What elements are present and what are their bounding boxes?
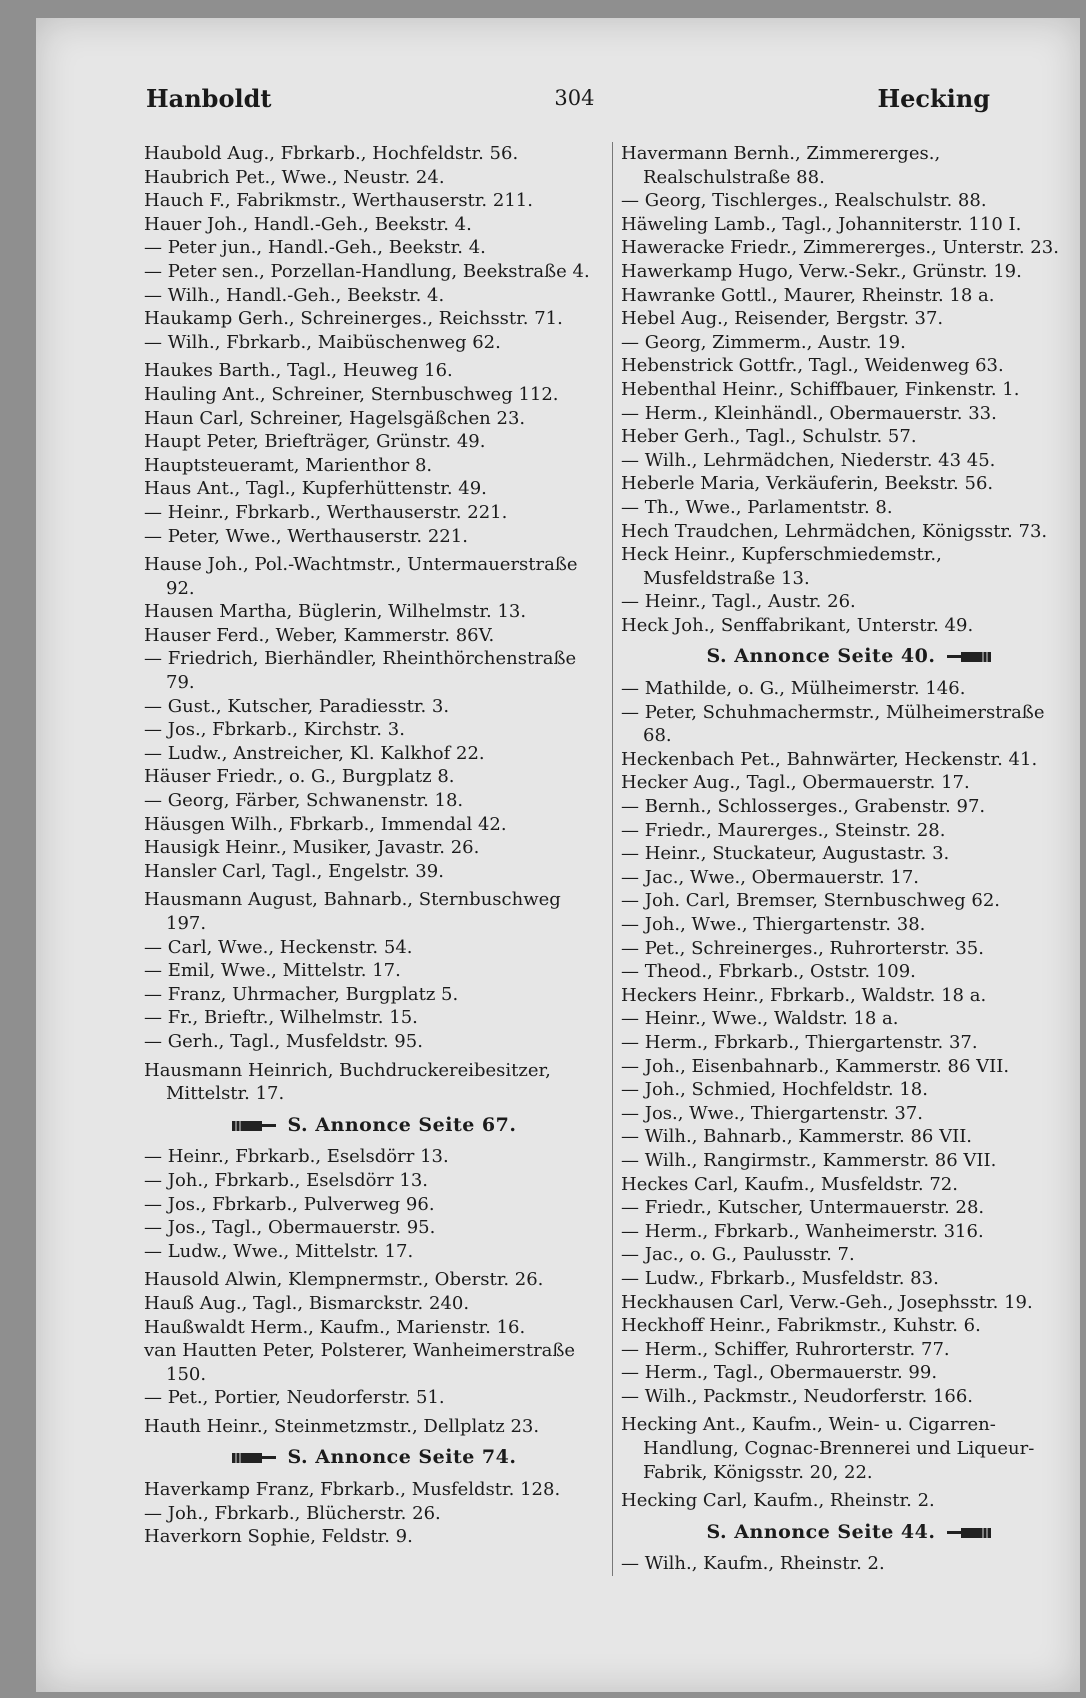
directory-entry: Heberle Maria, Verkäuferin, Beekstr. 56.: [621, 473, 994, 495]
directory-entry: — Jos., Fbrkarb., Pulverweg 96.: [144, 1193, 435, 1215]
directory-entry: Haubrich Pet., Wwe., Neustr. 24.: [144, 166, 445, 188]
directory-entry: — Wilh., Handl.-Geh., Beekstr. 4.: [144, 284, 445, 306]
directory-entry: — Emil, Wwe., Mittelstr. 17.: [144, 960, 401, 982]
directory-entry: Heckenbach Pet., Bahnwärter, Heckenstr. 41.: [621, 748, 1038, 770]
directory-entry: — Bernh., Schlosserges., Grabenstr. 97.: [621, 796, 986, 818]
directory-entry: — Jos., Wwe., Thiergartenstr. 37.: [621, 1102, 924, 1124]
directory-entry: Hauptsteueramt, Marienthor 8.: [144, 454, 433, 476]
directory-entry: Hebenstrick Gottfr., Tagl., Weidenweg 63.: [621, 355, 1004, 377]
directory-entry: — Heinr., Tagl., Austr. 26.: [621, 591, 856, 613]
directory-entry: — Friedr., Maurerges., Steinstr. 28.: [621, 819, 946, 841]
directory-entry: — Jos., Tagl., Obermauerstr. 95.: [144, 1217, 436, 1239]
directory-entry: Heckhausen Carl, Verw.-Geh., Josephsstr. 19.: [621, 1291, 1033, 1313]
header-right-keyword: Hecking: [877, 83, 990, 113]
directory-entry: — Gust., Kutscher, Paradiesstr. 3.: [144, 695, 450, 717]
directory-entry: — Heinr., Fbrkarb., Eselsdörr 13.: [144, 1146, 449, 1168]
directory-entry: Hauser Ferd., Weber, Kammerstr. 86V.: [144, 624, 495, 646]
annonce-reference: [621, 645, 1077, 669]
directory-entry: Hecking Carl, Kaufm., Rheinstr. 2.: [621, 1490, 935, 1512]
directory-entry: Haußwaldt Herm., Kaufm., Marienstr. 16.: [144, 1316, 526, 1338]
pointing-hand-icon: [945, 649, 991, 665]
directory-entry: — Georg, Zimmerm., Austr. 19.: [621, 331, 906, 353]
pointing-hand-icon: [945, 1525, 991, 1541]
directory-entry: — Herm., Schiffer, Ruhrorterstr. 77.: [621, 1338, 950, 1360]
directory-entry: — Jac., Wwe., Obermauerstr. 17.: [621, 866, 919, 888]
annonce-text: S. Annonce Seite 74.: [287, 1446, 517, 1469]
directory-entry: — Friedr., Kutscher, Untermauerstr. 28.: [621, 1197, 985, 1219]
directory-entry: — Peter jun., Handl.-Geh., Beekstr. 4.: [144, 237, 486, 259]
directory-entry: Hausen Martha, Büglerin, Wilhelmstr. 13.: [144, 601, 527, 623]
directory-entry: — Georg, Tischlerges., Realschulstr. 88.: [621, 190, 987, 212]
directory-entry: — Heinr., Fbrkarb., Werthauserstr. 221.: [144, 501, 508, 523]
directory-entry: Heckes Carl, Kaufm., Musfeldstr. 72.: [621, 1173, 958, 1195]
directory-entry: Hecker Aug., Tagl., Obermauerstr. 17.: [621, 772, 970, 794]
directory-entry: — Joh., Schmied, Hochfeldstr. 18.: [621, 1079, 928, 1101]
directory-entry: — Jos., Fbrkarb., Kirchstr. 3.: [144, 719, 405, 741]
directory-entry: — Herm., Kleinhändl., Obermauerstr. 33.: [621, 402, 997, 424]
right-column: [612, 142, 1077, 1576]
page-header: [146, 78, 990, 118]
directory-entry: — Herm., Fbrkarb., Wanheimerstr. 316.: [621, 1220, 984, 1242]
directory-entry: Heck Heinr., Kupferschmiedemstr., Musfeldstraße 13.: [621, 544, 942, 589]
directory-entry: Hawranke Gottl., Maurer, Rheinstr. 18 a.: [621, 284, 995, 306]
directory-entry: — Peter sen., Porzellan-Handlung, Beekstraße 4.: [144, 260, 590, 282]
directory-entry: van Hautten Peter, Polsterer, Wanheimerstraße 150.: [144, 1340, 576, 1385]
left-column: [144, 142, 604, 1549]
annonce-text: S. Annonce Seite 40.: [706, 645, 936, 668]
directory-entry: — Franz, Uhrmacher, Burgplatz 5.: [144, 983, 459, 1005]
directory-entry: Hauer Joh., Handl.-Geh., Beekstr. 4.: [144, 213, 472, 235]
directory-entry: Haun Carl, Schreiner, Hagelsgäßchen 23.: [144, 407, 526, 429]
annonce-text: S. Annonce Seite 44.: [706, 1520, 936, 1543]
directory-entry: — Wilh., Kaufm., Rheinstr. 2.: [621, 1553, 885, 1575]
directory-entry: Hauß Aug., Tagl., Bismarckstr. 240.: [144, 1292, 470, 1314]
directory-entry: — Joh., Fbrkarb., Eselsdörr 13.: [144, 1169, 429, 1191]
annonce-reference: [621, 1521, 1077, 1545]
directory-entry: Hauth Heinr., Steinmetzmstr., Dellplatz 23.: [144, 1415, 540, 1437]
annonce-text: S. Annonce Seite 67.: [287, 1113, 517, 1136]
directory-entry: Hausigk Heinr., Musiker, Javastr. 26.: [144, 837, 480, 859]
directory-entry: Hansler Carl, Tagl., Engelstr. 39.: [144, 860, 444, 882]
directory-entry: Hebel Aug., Reisender, Bergstr. 37.: [621, 308, 944, 330]
directory-entry: — Georg, Färber, Schwanenstr. 18.: [144, 790, 464, 812]
directory-entry: — Joh. Carl, Bremser, Sternbuschweg 62.: [621, 890, 1001, 912]
annonce-reference: [144, 1446, 604, 1470]
directory-entry: — Pet., Schreinerges., Ruhrorterstr. 35.: [621, 937, 984, 959]
directory-entry: Hech Traudchen, Lehrmädchen, Königsstr. 73.: [621, 520, 1048, 542]
directory-entry: Häuser Friedr., o. G., Burgplatz 8.: [144, 766, 455, 788]
directory-entry: Häusgen Wilh., Fbrkarb., Immendal 42.: [144, 813, 507, 835]
directory-entry: — Heinr., Stuckateur, Augustastr. 3.: [621, 843, 950, 865]
directory-entry: — Ludw., Fbrkarb., Musfeldstr. 83.: [621, 1267, 939, 1289]
directory-entry: Havermann Bernh., Zimmererges., Realschulstraße 88.: [621, 143, 941, 188]
annonce-reference: [144, 1114, 604, 1138]
directory-entry: — Wilh., Rangirmstr., Kammerstr. 86 VII.: [621, 1149, 997, 1171]
directory-entry: — Joh., Wwe., Thiergartenstr. 38.: [621, 914, 926, 935]
directory-entry: — Friedrich, Bierhändler, Rheinthörchenstraße 79.: [144, 648, 577, 694]
pointing-hand-icon: [232, 1118, 278, 1134]
directory-entry: Hauch F., Fabrikmstr., Werthauserstr. 211.: [144, 190, 533, 212]
directory-entry: — Wilh., Lehrmädchen, Niederstr. 43 45.: [621, 449, 996, 471]
directory-entry: Haverkamp Franz, Fbrkarb., Musfeldstr. 128.: [144, 1479, 561, 1501]
directory-entry: Haukamp Gerh., Schreinerges., Reichsstr. 71.: [144, 308, 563, 330]
directory-entry: Hecking Ant., Kaufm., Wein- u. Cigarren-Handlung, Cognac-Brennerei und Liqueur-Fabrik, Königsstr. 20, 22.: [621, 1414, 1035, 1483]
directory-entry: — Joh., Eisenbahnarb., Kammerstr. 86 VII.: [621, 1055, 1010, 1077]
directory-entry: — Fr., Brieftr., Wilhelmstr. 15.: [144, 1007, 418, 1029]
directory-entry: Haupt Peter, Briefträger, Grünstr. 49.: [144, 431, 486, 453]
directory-entry: — Joh., Fbrkarb., Blücherstr. 26.: [144, 1502, 441, 1524]
directory-entry: — Ludw., Wwe., Mittelstr. 17.: [144, 1240, 414, 1262]
directory-entry: — Carl, Wwe., Heckenstr. 54.: [144, 936, 413, 958]
directory-entry: — Wilh., Fbrkarb., Maibüschenweg 62.: [144, 331, 501, 353]
directory-entry: — Peter, Wwe., Werthauserstr. 221.: [144, 525, 468, 547]
directory-entry: — Mathilde, o. G., Mülheimerstr. 146.: [621, 678, 966, 700]
directory-entry: — Ludw., Anstreicher, Kl. Kalkhof 22.: [144, 742, 485, 764]
directory-entry: Hauling Ant., Schreiner, Sternbuschweg 112.: [144, 383, 559, 405]
directory-entry: Heck Joh., Senffabrikant, Unterstr. 49.: [621, 614, 974, 636]
directory-entry: Heckhoff Heinr., Fabrikmstr., Kuhstr. 6.: [621, 1315, 981, 1337]
directory-page: [36, 18, 1080, 1692]
directory-entry: — Gerh., Tagl., Musfeldstr. 95.: [144, 1030, 423, 1052]
directory-entry: — Jac., o. G., Paulusstr. 7.: [621, 1244, 855, 1266]
directory-entry: Haus Ant., Tagl., Kupferhüttenstr. 49.: [144, 478, 487, 500]
header-left-keyword: Hanboldt: [146, 83, 272, 113]
directory-entry: Hebenthal Heinr., Schiffbauer, Finkenstr. 1.: [621, 378, 1020, 400]
directory-entry: Hausold Alwin, Klempnermstr., Oberstr. 26.: [144, 1269, 544, 1291]
page-number: 304: [554, 86, 595, 110]
directory-entry: Hausmann August, Bahnarb., Sternbuschweg 197.: [144, 889, 561, 934]
pointing-hand-icon: [232, 1450, 278, 1466]
directory-entry: Heber Gerh., Tagl., Schulstr. 57.: [621, 426, 917, 448]
directory-entry: — Herm., Fbrkarb., Thiergartenstr. 37.: [621, 1031, 978, 1053]
directory-entry: — Theod., Fbrkarb., Oststr. 109.: [621, 961, 916, 983]
directory-entry: — Wilh., Bahnarb., Kammerstr. 86 VII.: [621, 1126, 973, 1148]
directory-entry: Haweracke Friedr., Zimmererges., Unterstr. 23.: [621, 237, 1059, 259]
directory-entry: — Heinr., Wwe., Waldstr. 18 a.: [621, 1008, 899, 1030]
directory-entry: — Wilh., Packmstr., Neudorferstr. 166.: [621, 1385, 974, 1407]
directory-entry: Hause Joh., Pol.-Wachtmstr., Untermauerstraße 92.: [144, 554, 578, 599]
directory-entry: Haubold Aug., Fbrkarb., Hochfeldstr. 56.: [144, 143, 519, 164]
directory-entry: Hawerkamp Hugo, Verw.-Sekr., Grünstr. 19.: [621, 260, 1022, 282]
directory-entry: Heckers Heinr., Fbrkarb., Waldstr. 18 a.: [621, 984, 987, 1006]
directory-entry: Häweling Lamb., Tagl., Johanniterstr. 110 I.: [621, 213, 1022, 235]
directory-entry: — Peter, Schuhmachermstr., Mülheimerstraße 68.: [621, 701, 1045, 747]
directory-entry: Hausmann Heinrich, Buchdruckereibesitzer, Mittelstr. 17.: [144, 1059, 551, 1105]
directory-entry: — Herm., Tagl., Obermauerstr. 99.: [621, 1362, 938, 1384]
directory-entry: Haverkorn Sophie, Feldstr. 9.: [144, 1526, 413, 1548]
directory-entry: — Th., Wwe., Parlamentstr. 8.: [621, 496, 893, 518]
directory-entry: Haukes Barth., Tagl., Heuweg 16.: [144, 360, 453, 382]
directory-entry: — Pet., Portier, Neudorferstr. 51.: [144, 1387, 445, 1409]
